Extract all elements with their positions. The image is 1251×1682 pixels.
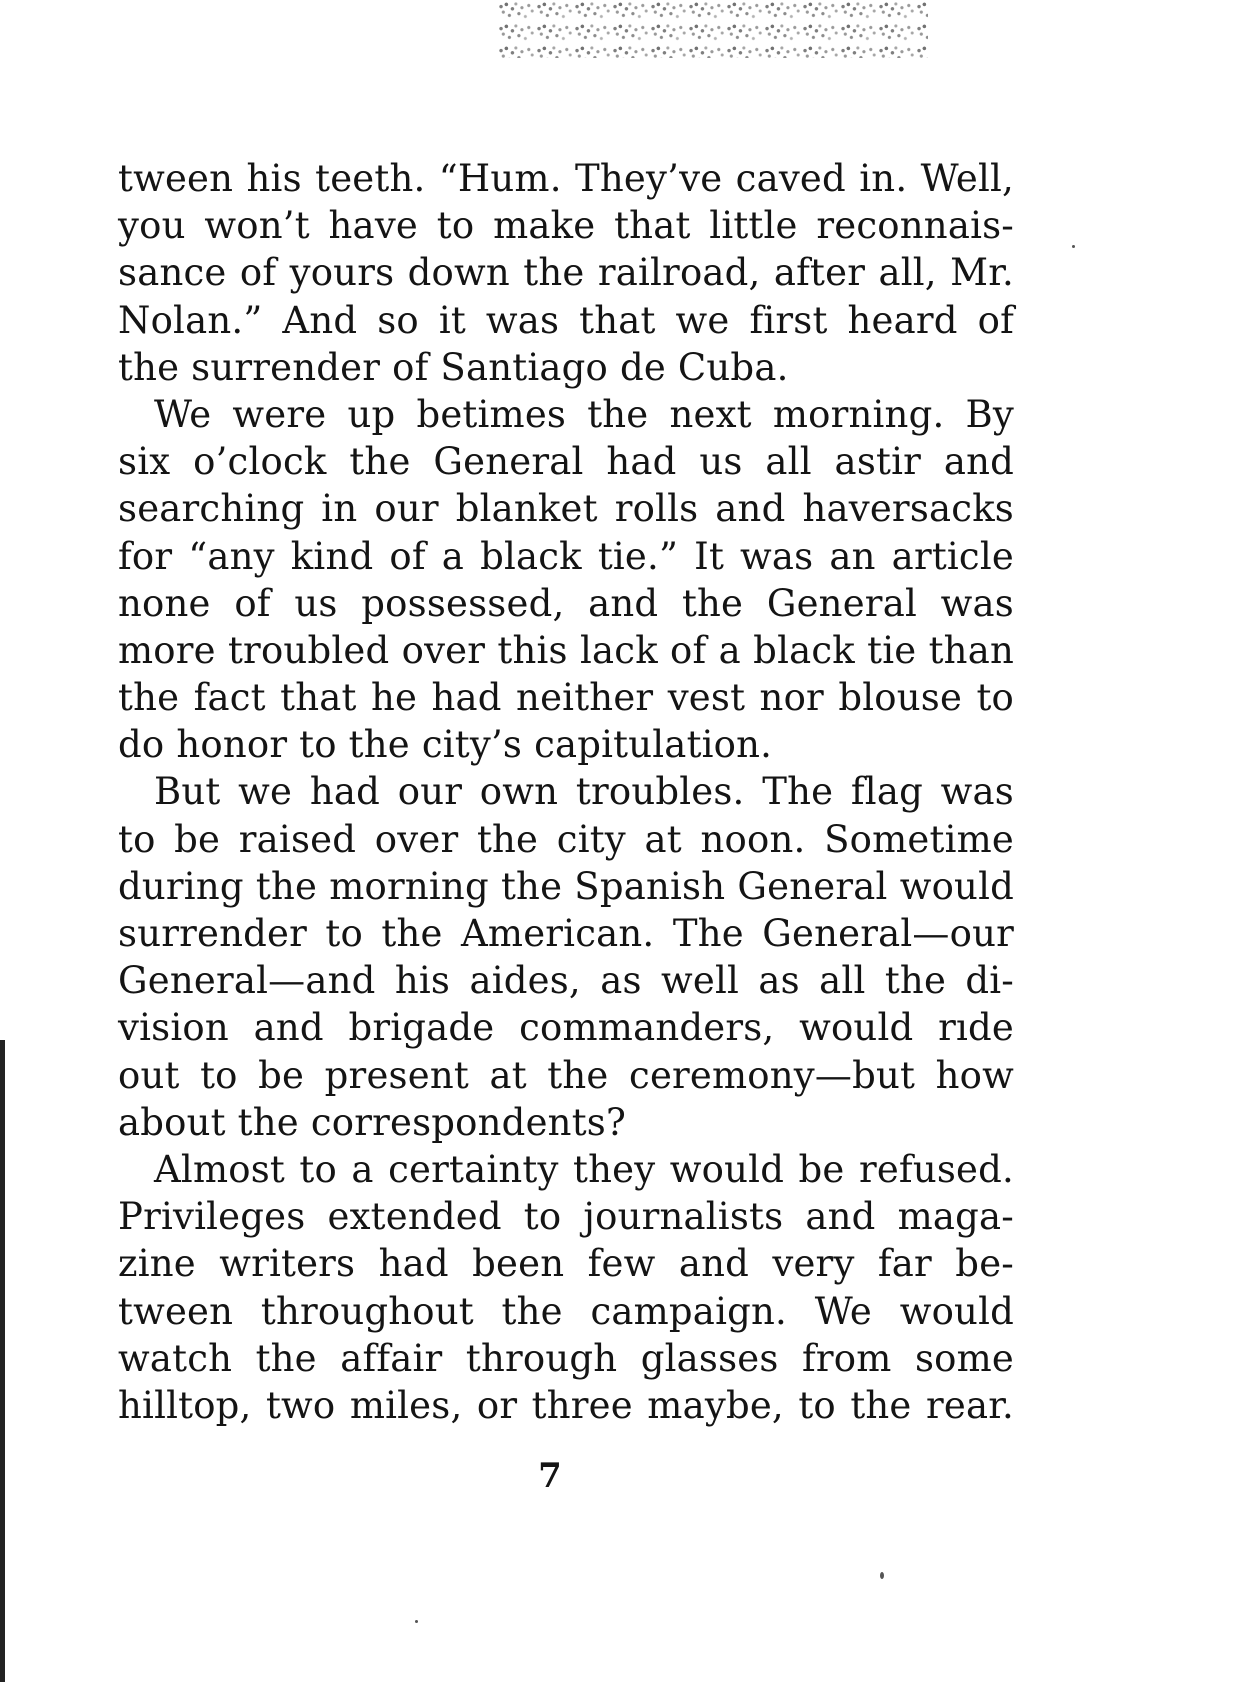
text-line: none of us possessed, and the General was <box>118 581 1014 625</box>
scan-speck <box>415 1620 418 1623</box>
text-line: tween his teeth. “Hum. They’ve caved in. Well, <box>118 157 1014 200</box>
page-number: 7 <box>538 1456 562 1496</box>
scan-speck <box>1072 245 1075 248</box>
text-line: during the morning the Spanish General would <box>118 864 1014 908</box>
text-line: sance of yours down the railroad, after all, Mr. <box>118 251 1014 295</box>
body-text <box>118 155 1014 1429</box>
text-line: you won’t have to make that little reconnais- <box>118 204 1014 248</box>
text-line: do honor to the city’s capitulation. <box>118 723 773 767</box>
text-line: Nolan.” And so it was that we first heard of <box>118 298 1014 342</box>
text-line: six o’clock the General had us all astir and <box>118 440 1014 484</box>
text-line: Privileges extended to journalists and maga- <box>118 1195 1014 1239</box>
text-line: tween throughout the campaign. We would <box>118 1289 1014 1333</box>
text-line: out to be present at the ceremony—but how <box>118 1053 1014 1097</box>
text-line: the surrender of Santiago de Cuba. <box>118 345 789 389</box>
text-line: hilltop, two miles, or three maybe, to the rear. <box>118 1383 1014 1427</box>
text-line: surrender to the American. The General—our <box>118 912 1014 955</box>
text-line: zine writers had been few and very far be- <box>118 1242 1014 1286</box>
scan-noise-top <box>498 0 928 58</box>
text-line: more troubled over this lack of a black tie than <box>118 628 1014 672</box>
text-line: about the correspondents? <box>118 1100 626 1144</box>
text-line: General—and his aides, as well as all the di- <box>118 959 1014 1003</box>
page-edge-shadow <box>0 1040 5 1682</box>
text-line: the fact that he had neither vest nor blouse to <box>118 676 1014 720</box>
scan-speck <box>880 1572 884 1579</box>
text-line: Almost to a certainty they would be refused. <box>154 1147 1014 1191</box>
text-line: to be raised over the city at noon. Sometime <box>118 817 1014 861</box>
text-line: But we had our own troubles. The flag was <box>154 770 1014 814</box>
text-line: for “any kind of a black tie.” It was an article <box>118 534 1014 578</box>
text-line: vision and brigade commanders, would rıde <box>118 1006 1014 1050</box>
text-line: watch the affair through glasses from some <box>118 1336 1014 1380</box>
text-line: We were up betimes the next morning. By <box>154 392 1014 436</box>
text-line: searching in our blanket rolls and haversacks <box>118 487 1014 531</box>
